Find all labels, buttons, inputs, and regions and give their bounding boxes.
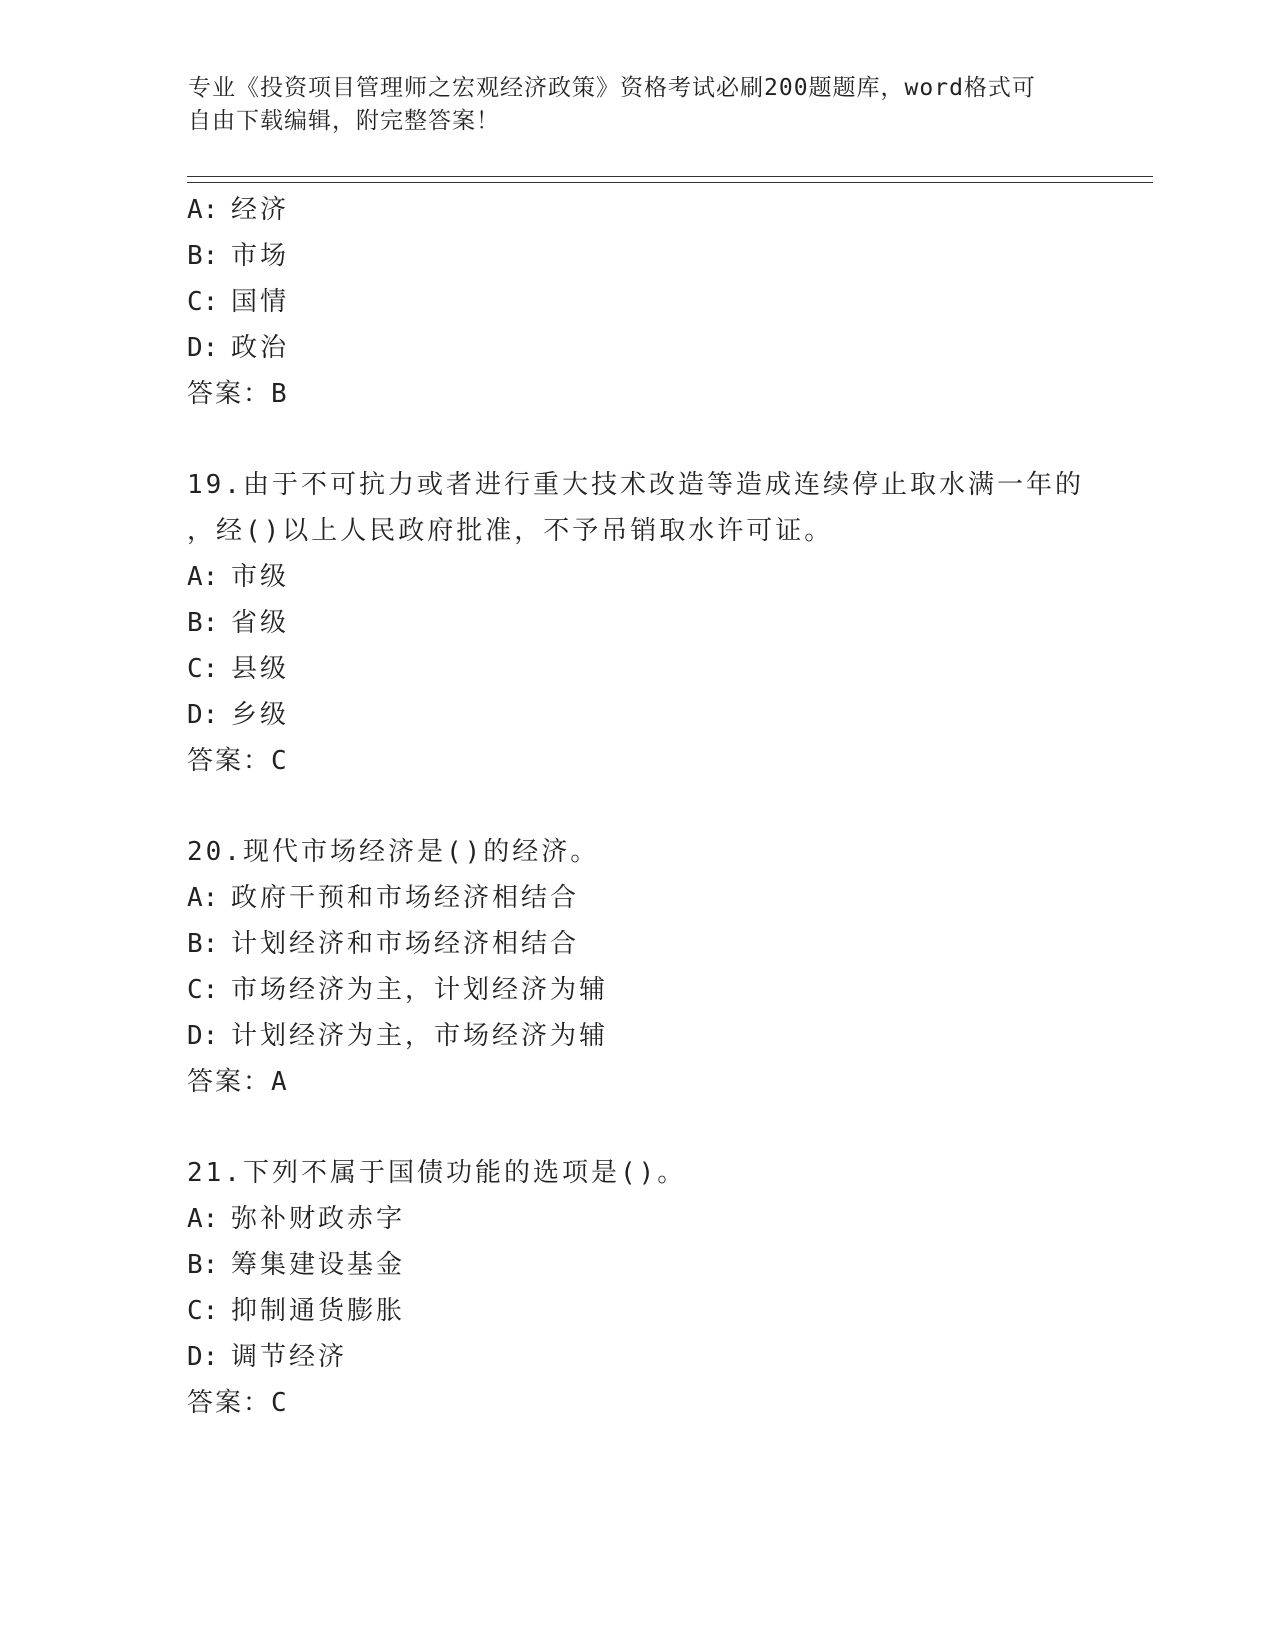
option-letter: B: — [187, 929, 219, 959]
option-text: 国情 — [231, 287, 290, 317]
question-text-line-1: 19.由于不可抗力或者进行重大技术改造等造成连续停止取水满一年的 — [187, 470, 1084, 500]
question-18 — [187, 187, 1087, 417]
answer-value: C — [271, 746, 288, 776]
question-20 — [187, 829, 1087, 1105]
option-d — [187, 1013, 1087, 1059]
option-text: 政府干预和市场经济相结合 — [231, 883, 580, 913]
option-a — [187, 875, 1087, 921]
option-c — [187, 646, 1087, 692]
document-header — [188, 72, 1088, 138]
spacer — [187, 1105, 1087, 1150]
option-text: 调节经济 — [231, 1342, 348, 1372]
option-letter: D: — [187, 333, 219, 363]
answer — [187, 371, 1087, 417]
option-text: 市场 — [231, 241, 290, 271]
answer — [187, 738, 1087, 784]
option-b — [187, 921, 1087, 967]
option-text: 市场经济为主，计划经济为辅 — [231, 975, 609, 1005]
option-a — [187, 187, 1087, 233]
option-c — [187, 279, 1087, 325]
option-d — [187, 325, 1087, 371]
option-text: 计划经济和市场经济相结合 — [231, 929, 580, 959]
option-text: 筹集建设基金 — [231, 1250, 406, 1280]
option-text: 计划经济为主，市场经济为辅 — [231, 1021, 609, 1051]
option-b — [187, 233, 1087, 279]
answer-value: A — [271, 1067, 288, 1097]
question-text-line-2: ，经()以上人民政府批准，不予吊销取水许可证。 — [187, 516, 834, 546]
option-letter: B: — [187, 608, 219, 638]
option-b — [187, 600, 1087, 646]
option-letter: D: — [187, 700, 219, 730]
question-19 — [187, 462, 1087, 784]
answer-label: 答案： — [187, 746, 272, 776]
option-c — [187, 967, 1087, 1013]
option-letter: C: — [187, 654, 219, 684]
header-divider-bottom — [187, 182, 1153, 183]
option-c — [187, 1288, 1087, 1334]
option-letter: C: — [187, 287, 219, 317]
option-d — [187, 692, 1087, 738]
answer — [187, 1380, 1087, 1426]
spacer — [187, 417, 1087, 462]
option-b — [187, 1242, 1087, 1288]
question-list — [187, 187, 1087, 1426]
option-d — [187, 1334, 1087, 1380]
option-text: 县级 — [231, 654, 290, 684]
spacer — [187, 784, 1087, 829]
question-21 — [187, 1150, 1087, 1426]
option-a — [187, 554, 1087, 600]
answer-label: 答案： — [187, 1388, 272, 1418]
option-letter: D: — [187, 1021, 219, 1051]
option-text: 抑制通货膨胀 — [231, 1296, 406, 1326]
header-divider-top — [187, 176, 1153, 177]
option-letter: D: — [187, 1342, 219, 1372]
option-letter: A: — [187, 1204, 219, 1234]
option-letter: A: — [187, 195, 219, 225]
option-text: 省级 — [231, 608, 290, 638]
option-text: 政治 — [231, 333, 290, 363]
option-text: 市级 — [231, 562, 290, 592]
option-letter: A: — [187, 883, 219, 913]
option-text: 弥补财政赤字 — [231, 1204, 406, 1234]
answer — [187, 1059, 1087, 1105]
option-letter: C: — [187, 1296, 219, 1326]
option-text: 乡级 — [231, 700, 290, 730]
header-title-line-1: 专业《投资项目管理师之宏观经济政策》资格考试必刷200题题库，word格式可 — [188, 75, 1036, 101]
option-text: 经济 — [231, 195, 290, 225]
option-letter: B: — [187, 1250, 219, 1280]
answer-label: 答案： — [187, 379, 272, 409]
option-letter: A: — [187, 562, 219, 592]
answer-value: B — [271, 379, 288, 409]
header-title-line-2: 自由下载编辑，附完整答案！ — [188, 108, 500, 134]
option-letter: B: — [187, 241, 219, 271]
option-letter: C: — [187, 975, 219, 1005]
question-text-line-1: 21.下列不属于国债功能的选项是()。 — [187, 1158, 687, 1188]
answer-label: 答案： — [187, 1067, 272, 1097]
option-a — [187, 1196, 1087, 1242]
question-text-line-1: 20.现代市场经济是()的经济。 — [187, 837, 600, 867]
answer-value: C — [271, 1388, 288, 1418]
